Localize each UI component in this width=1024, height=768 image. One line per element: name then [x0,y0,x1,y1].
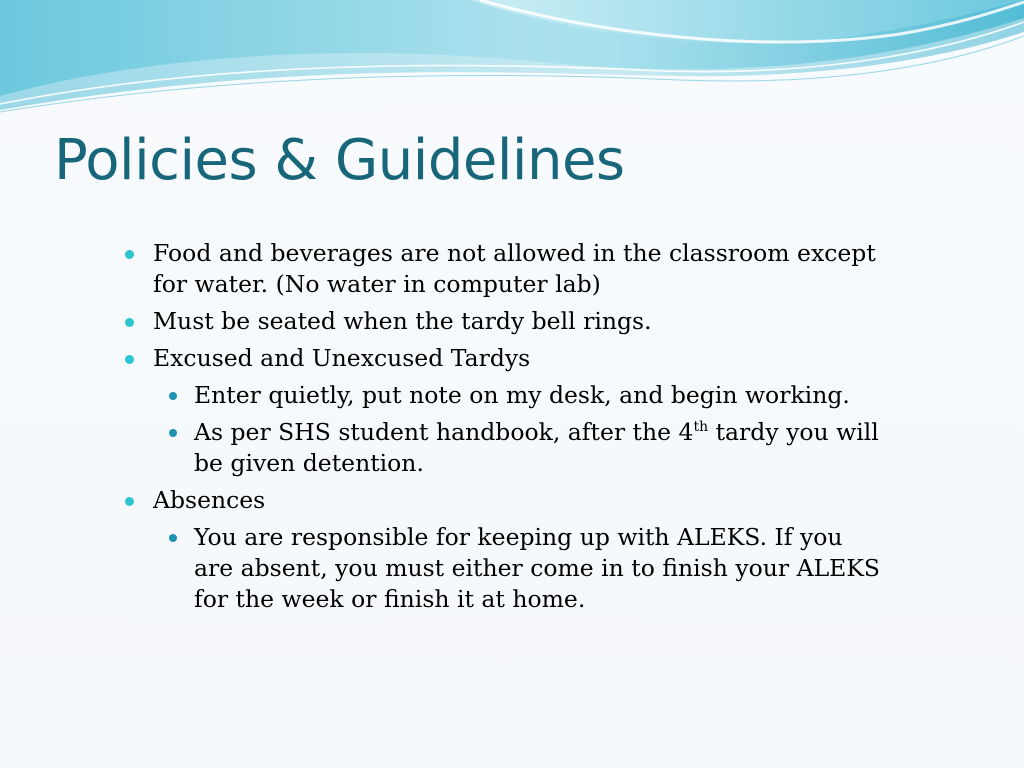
bullet-item-absences [124,485,884,615]
bullet-item-tardys [124,343,884,479]
sub-bullet-item-handbook [153,417,884,479]
sub-bullet-item-aleks [153,522,884,615]
sub-bullet-item-enter-quietly [153,380,884,411]
bullet-text: Excused and Unexcused Tardys [153,344,531,372]
bullet-text: Must be seated when the tardy bell rings. [153,307,652,335]
bullet-list [124,238,884,615]
bullet-text: Absences [153,486,266,514]
ordinal-superscript: th [693,419,709,435]
sub-bullet-text: Enter quietly, put note on my desk, and begin working. [194,381,850,409]
header-wave-decoration [0,0,1024,130]
bullet-item-food [124,238,884,300]
sub-bullet-list [153,380,884,479]
sub-bullet-list [153,522,884,615]
bullet-text: Food and beverages are not allowed in the classroom except for water. (No water in computer lab) [153,239,876,298]
bullet-item-seated [124,306,884,337]
sub-bullet-text: You are responsible for keeping up with ALEKS. If you are absent, you must either come in to finish your ALEKS for the week or finish it at home. [194,523,880,613]
sub-bullet-text-before: As per SHS student handbook, after the 4 [194,418,694,446]
slide-title: Policies & Guidelines [54,128,625,193]
sub-bullet-text-after: tardy you will be given detention. [194,418,879,477]
bullet-content [124,238,884,621]
